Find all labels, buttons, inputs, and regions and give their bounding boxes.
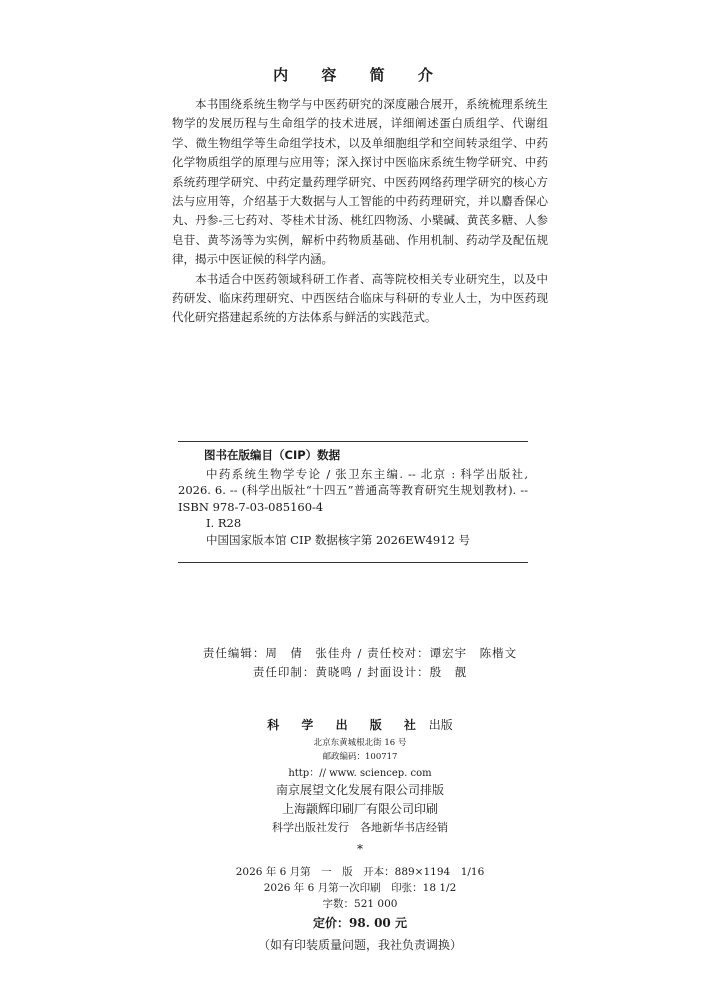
page-title: 内 容 简 介 xyxy=(273,66,447,84)
publisher-postcode: 邮政编码：100717 xyxy=(322,752,398,762)
publisher-website: http：// www. sciencep. com xyxy=(288,768,432,779)
typeset-line: 南京展望文化发展有限公司排版 xyxy=(275,783,444,797)
distribution-line: 科学出版社发行 各地新华书店经销 xyxy=(272,821,448,834)
cip-top-rule xyxy=(178,441,528,442)
publisher-address: 北京东黄城根北街 16 号 xyxy=(313,738,407,748)
cip-block xyxy=(178,447,528,549)
cip-class: Ⅰ. R28 xyxy=(206,516,242,531)
cip-record: 中国国家版本馆 CIP 数据核字第 2026EW4912 号 xyxy=(206,532,470,547)
editors-block xyxy=(0,644,720,682)
publisher-suffix: 出版 xyxy=(428,718,453,732)
summary-paragraph-1: 本书围绕系统生物学与中医药研究的深度融合展开，系统梳理系统生物学的发展历程与生命组学的技术进展，详细阐述蛋白质组学、代谢组学、微生物组学等生命组学技术，以及单细胞组学和空间转录组学、中药化学物质组学的原理与应用等；深入探讨中医临床系统生物学研究、中药系统药理学研究、中药定量药理学研究、中医药网络药理学研究的核心方法与应用等，介绍基于大数据与人工智能的中药药理研究，并以麝香保心丸、丹参-三七药对、苓桂术甘汤、桃红四物汤、小檗碱、黄芪多糖、人参皂苷、黄芩汤等为实例，解析中药物质基础、作用机制、药动学及配伍规律，揭示中医证候的科学内涵。 xyxy=(172,97,548,267)
word-count: 字数：521 000 xyxy=(322,898,398,910)
printing-line: 2026 年 6 月第一次印刷 印张：18 1/2 xyxy=(263,882,457,894)
summary-paragraph-2: 本书适合中医药领域科研工作者、高等院校相关专业研究生，以及中药研发、临床药理研究、中西医结合临床与科研的专业人士，为中医药现代化研究搭建起系统的方法体系与鲜活的实践范式。 xyxy=(172,271,548,325)
cip-entry: 中药系统生物学专论 / 张卫东主编. -- 北京 : 科学出版社, 2026. 6. -- (科学出版社“十四五”普通高等教育研究生规划教材). -- ISBN 978-7-03-085160-4 xyxy=(178,466,528,514)
separator-star: * xyxy=(357,842,363,856)
cip-bottom-rule xyxy=(178,562,528,563)
summary-text xyxy=(172,95,548,328)
printer-line: 上海颛辉印刷厂有限公司印刷 xyxy=(281,802,438,816)
notice-line: （如有印装质量问题，我社负责调换） xyxy=(257,938,462,952)
publisher-logo: 科 学 出 版 社 xyxy=(267,718,425,732)
cip-heading: 图书在版编目（CIP）数据 xyxy=(204,448,341,462)
publisher-line xyxy=(0,716,720,733)
edition-line: 2026 年 6 月第 一 版 开本：889×1194 1/16 xyxy=(235,866,485,878)
price-line: 定价：98. 00 元 xyxy=(313,916,407,930)
editors-line-2: 责任印制：黄晓鸣 / 封面设计：殷 靓 xyxy=(252,665,468,679)
editors-line-1: 责任编辑：周 倩 张佳舟 / 责任校对：谭宏宇 陈楷文 xyxy=(202,646,518,660)
